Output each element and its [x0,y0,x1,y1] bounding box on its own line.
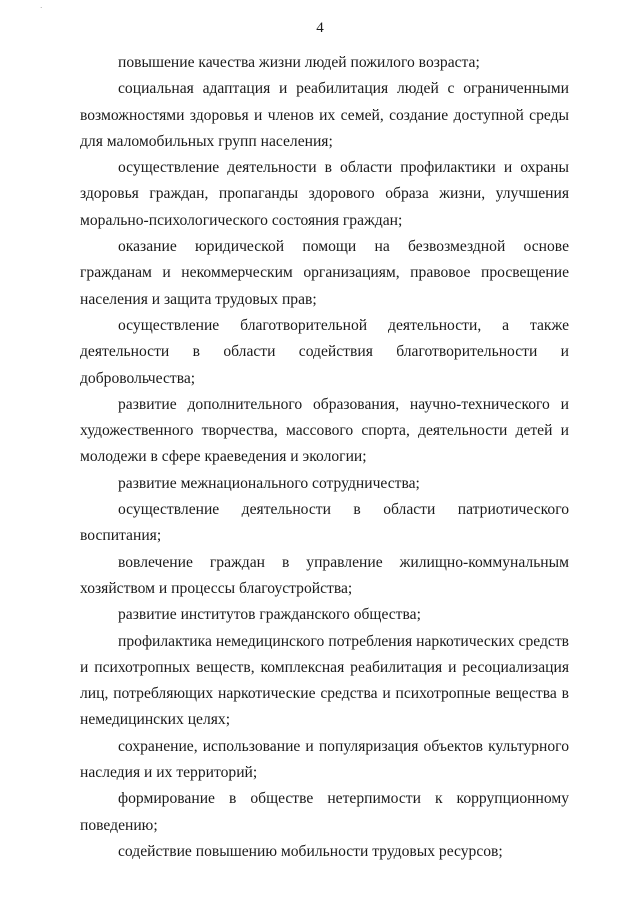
paragraph-health-protection: осуществление деятельности в области профилактики и охраны здоровья граждан, пропаганды здорового образа жизни, улучшения морально-психологического состояния граждан; [80,159,569,229]
paragraph-labor-mobility: содействие повышению мобильности трудовых ресурсов; [118,842,503,860]
corner-mark: · [40,4,43,12]
paragraph-cultural-heritage: сохранение, использование и популяризация объектов культурного наследия и их территорий; [80,737,569,782]
paragraph-legal-aid: оказание юридической помощи на безвозмездной основе гражданам и некоммерческим организациям, правовое просвещение населения и защита трудовых прав; [80,238,569,308]
paragraph-housing-management: вовлечение граждан в управление жилищно-коммунальным хозяйством и процессы благоустройства; [80,553,569,597]
paragraph-drug-prevention: профилактика немедицинского потребления наркотических средств и психотропных веществ, комплексная реабилитация и ресоциализация лиц, потребляющих наркотические средства и психотропные вещества в немедицинских целях; [80,632,569,729]
paragraph-social-adaptation: социальная адаптация и реабилитация людей с ограниченными возможностями здоровья и членов их семей, создание доступной среды для маломобильных групп населения; [80,80,569,150]
document-body [80,50,569,865]
paragraph-patriotic-education: осуществление деятельности в области патриотического воспитания; [80,501,569,545]
paragraph-anti-corruption: формирование в обществе нетерпимости к коррупционному поведению; [80,790,569,834]
paragraph-charity: осуществление благотворительной деятельности, а также деятельности в области содействия благотворительности и добровольчества; [80,316,569,387]
paragraph-civil-society: развитие институтов гражданского общества; [118,606,421,624]
paragraph-interethnic-cooperation: развитие межнационального сотрудничества; [118,474,420,492]
paragraph-additional-education: развитие дополнительного образования, научно-технического и художественного творчества, массового спорта, деятельности детей и молодежи в сфере краеведения и экологии; [80,395,569,466]
page-number: 4 [316,20,324,36]
paragraph-quality-of-life-elderly: повышение качества жизни людей пожилого возраста; [118,54,480,71]
